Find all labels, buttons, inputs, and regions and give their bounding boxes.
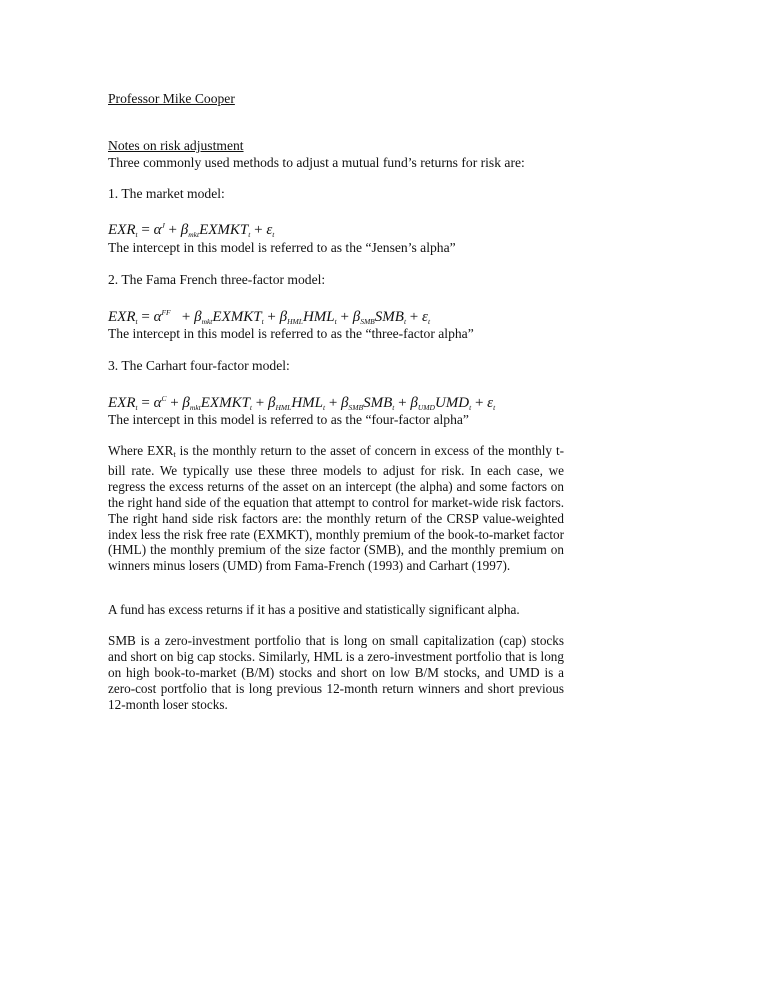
model-3-title: 3. The Carhart four-factor model:	[108, 358, 290, 373]
model-1-title: 1. The market model:	[108, 186, 225, 201]
model-3-equation: $EXR_t = \alpha^C$ + $\beta_{mkt}EXMKT_t + \beta_{HML}HML_t + \beta_{SMB}SMB_t + \beta_{UMD}UMD_t + \varepsilon_t$	[108, 394, 496, 412]
model-1-equation: $EXR_t = \alpha^J$ + $\beta_{mkt}EXMKT_t + \varepsilon_t$	[108, 221, 275, 239]
factor-portfolios-paragraph: SMB is a zero-investment portfolio that is long on small capitalization (cap) stocks and short on big cap stocks. Similarly, HML is a zero-investment portfolio that is long on high book-to-market (B/M) stocks and short on low B/M stocks, and UMD is a zero-cost portfolio that is long previous 12-month return winners and short previous 12-month loser stocks.	[108, 633, 564, 712]
intro-text: Three commonly used methods to adjust a mutual fund’s returns for risk are:	[108, 155, 525, 170]
model-2-equation: $EXR_t = \alpha^{FF}$ + $\beta_{mkt}EXMKT_t + \beta_{HML}HML_t + \beta_{SMB}SMB_t + \varepsilon_t$	[108, 308, 431, 326]
model-2-title: 2. The Fama French three-factor model:	[108, 272, 326, 287]
excess-returns-paragraph: A fund has excess returns if it has a positive and statistically significant alpha.	[108, 602, 520, 617]
model-3-note: The intercept in this model is referred to as the “four-factor alpha”	[108, 412, 469, 427]
model-1-note: The intercept in this model is referred to as the “Jensen’s alpha”	[108, 240, 456, 255]
model-2-note: The intercept in this model is referred to as the “three-factor alpha”	[108, 326, 474, 341]
author-name: Professor Mike Cooper	[108, 91, 235, 106]
section-heading: Notes on risk adjustment	[108, 138, 244, 153]
definitions-paragraph: Where EXRt is the monthly return to the asset of concern in excess of the monthly t-bill rate. We typically use these three models to adjust for risk. In each case, we regress the excess returns of the asset on an intercept (the alpha) and some factors on the right hand side of the equation that attempt to control for market-wide risk factors. The right hand side risk factors are: the monthly return of the CRSP value-weighted index less the risk free rate (EXMKT), monthly premium of the book-to-market factor (HML) the monthly premium of the size factor (SMB), and the monthly premium on winners minus losers (UMD) from Fama-French (1993) and Carhart (1997).	[108, 443, 564, 574]
